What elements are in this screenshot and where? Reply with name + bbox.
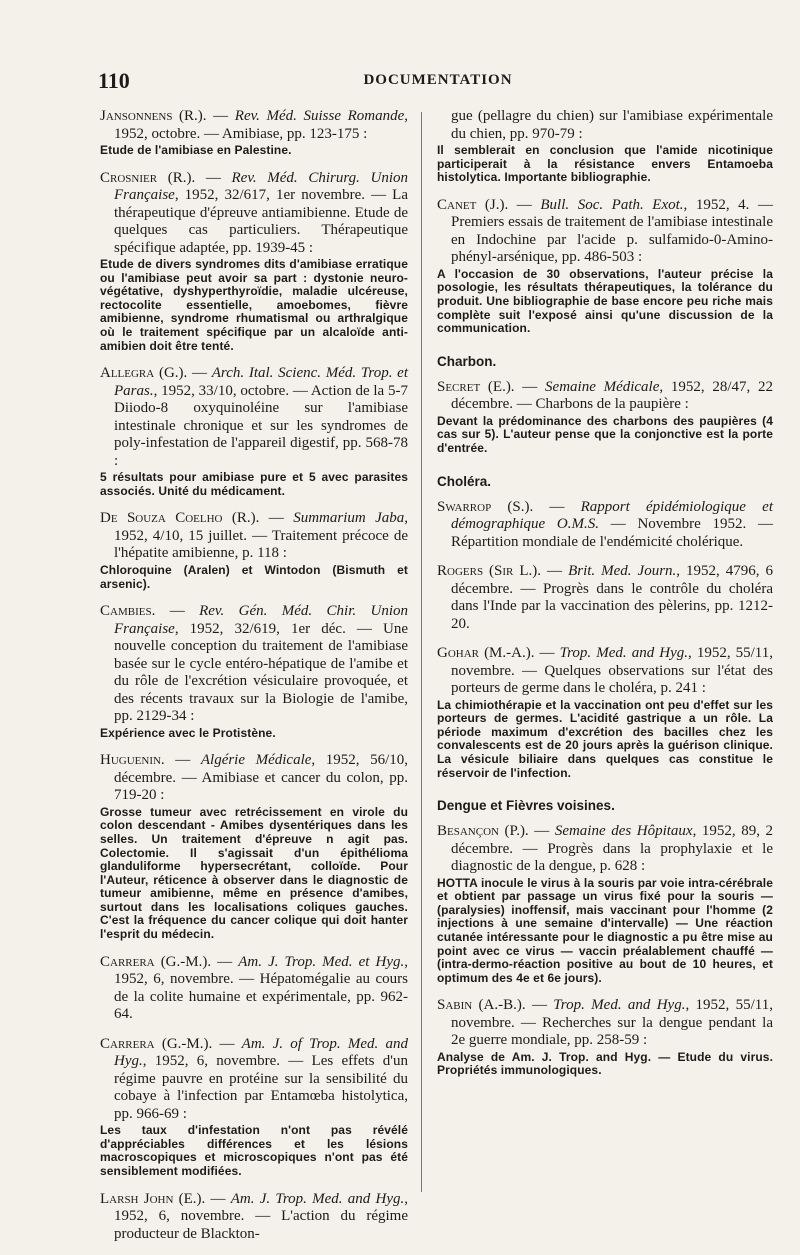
entry-journal: Rapport épidémiologique et démographique O.M.S. [451, 498, 773, 533]
entry-separator: — [211, 953, 239, 970]
entry-details: , 1952, octobre. — Amibiase, pp. 123-175 : [114, 108, 409, 142]
entry-abstract: Etude de divers syndromes dits d'amibiase erratique ou l'amibiase peut avoir sa part : dystonie neuro-végétative, dyshyperthyroïdie, maladie ulcéreuse, rectocolite essentielle, amoebomes, fièvre amibienne, syndrome rhumatismal ou arthralgique où le traitement spécifique par un alcaloïde anti-amibien doit être tenté. [100, 257, 408, 353]
entry-journal: Rev. Gén. Méd. Chir. Union Française [114, 603, 409, 637]
entry-details: , 1952, 4796, 6 décembre. — Progrès dans le contrôle du choléra dans l'Inde par la vaccination des pèlerins, pp. 1212-20. [451, 563, 774, 632]
entry-journal: Arch. Ital. Scienc. Méd. Trop. et Paras. [114, 365, 408, 399]
entry-citation [437, 379, 773, 414]
entry-citation: gue (pellagre du chien) sur l'amibiase expérimentale du chien, pp. 970-79 : [451, 108, 773, 142]
entry-journal: Algérie Médicale [200, 752, 312, 769]
entry-author: Cambies. [100, 603, 156, 620]
bibliography-entry [100, 510, 408, 591]
entry-author: Allegra (G.). [100, 365, 188, 382]
entry-journal: Am. J. Trop. Med. and Hyg. [230, 1190, 405, 1207]
entry-journal: Semaine des Hôpitaux [554, 823, 693, 840]
entry-details: , 1952, 55/11, novembre. — Recherches sur la dengue pendant la 2e guerre mondiale, pp. 258-59 : [451, 997, 773, 1049]
column-divider [421, 112, 422, 1192]
entry-author: Larsh John (E.). [100, 1190, 206, 1207]
entry-author: Jansonnens (R.). [100, 108, 207, 124]
entry-author: Canet (J.). [437, 196, 509, 213]
entry-abstract: Etude de l'amibiase en Palestine. [100, 143, 292, 157]
entry-abstract: Grosse tumeur avec retrécissement en virole du colon descendant - Amibes dysentériques dans les selles. Un traitement d'épreuve n agit pas. Colectomie. Il s'agissait d'un épithélioma glanduliforme hypersecrétant, colloïde. Pour l'Auteur, réticence à observer dans le diagnostic de tumeur amibienne, même en présence d'amibes, surtout dans les localisations coliques gauches. C'est la fréquence du cancer colique qui doit hanter l'esprit du médecin. [100, 804, 408, 942]
entry-details: , 1952, 4. — Premiers essais de traitement de l'amibiase intestinale en Indochine par l'acide p. sulfamido-0-Amino-phényl-arsénique, pp. 486-503 : [451, 196, 773, 266]
entry-separator: — [155, 603, 200, 620]
continued-entry [437, 108, 773, 185]
page-number: 110 [98, 68, 130, 93]
entry-journal: Brit. Med. Journ. [568, 563, 677, 580]
entry-citation [100, 1036, 408, 1124]
entry-separator: — [508, 196, 541, 213]
entry-author: Rogers (Sir L.). [437, 563, 542, 580]
entry-journal: Bull. Soc. Path. Exot. [540, 196, 684, 213]
entry-citation [100, 603, 408, 726]
bibliography-entry [437, 823, 773, 985]
entry-journal: Am. J. Trop. Med. et Hyg. [238, 953, 405, 970]
entry-citation [100, 954, 408, 1024]
entry-abstract: Il semblerait en conclusion que l'amide nicotinique participerait à la résistance envers Entamoeba histolytica. Importante bibliographie. [437, 143, 773, 185]
entry-citation [437, 997, 773, 1050]
entry-citation [100, 1191, 408, 1244]
entry-author: Swarrop (S.). [437, 498, 534, 515]
entry-author: Carrera (G.-M.). [100, 953, 212, 970]
entry-details: , 1952, 55/11, novembre. — Quelques observations sur l'état des porteurs de germe dans le choléra, p. 241 : [451, 645, 774, 697]
entry-separator: — [514, 378, 546, 395]
left-column [100, 108, 408, 1255]
entry-journal: Rev. Méd. Suisse Romande [234, 108, 405, 124]
entry-details: , 1952, 89, 2 décembre. — Progrès dans la prophylaxie et le diagnostic de la dengue, p. 628 : [451, 823, 774, 875]
entry-details: , 1952, 28/47, 22 décembre. — Charbons de la paupière : [451, 378, 774, 413]
entry-author: Sabin (A.-B.). [437, 997, 526, 1014]
entry-journal: Am. J. of Trop. Med. and Hyg. [114, 1035, 408, 1070]
entry-journal: Rev. Méd. Chirurg. Union Française [114, 169, 409, 204]
entry-journal: Trop. Med. and Hyg. [553, 997, 686, 1014]
entry-separator: — [541, 563, 569, 580]
entry-separator: — [259, 510, 294, 527]
entry-citation [100, 365, 408, 470]
entry-separator: — [534, 645, 560, 662]
entry-separator: — [525, 997, 554, 1014]
running-title: DOCUMENTATION [363, 72, 513, 88]
bibliography-entry [100, 170, 408, 354]
entry-abstract: HOTTA inocule le virus à la souris par voie intra-cérébrale et obtient par passage un virus fixé pour la souris — (paralysies) inoffensif, mais vaccinant pour l'homme (2 injections à une semaine d'intervalle) — Une réaction cutanée intéressante pour le diagnostic a pu être mise au point avec ce virus — vaccin préalablement chauffé — (intra-dermo-réaction positive au bout de 10 heures, et optimum des 4e et 6e jours). [437, 875, 773, 985]
entry-author: Besançon (P.). [437, 823, 529, 840]
entry-author: Crosnier (R.). [100, 169, 196, 186]
entry-separator: — [528, 823, 555, 840]
entry-abstract: Les taux d'infestation n'ont pas révélé d'appréciables différences et les lésions macroscopiques et microscopiques n'ont pas été sensiblement modifiées. [100, 1123, 408, 1178]
entry-details: , 1952, 56/10, décembre. — Amibiase et cancer du colon, pp. 719-20 : [114, 752, 408, 804]
bibliography-entry [437, 645, 773, 780]
entry-details: , 1952, 4/10, 15 juillet. — Traitement précoce de l'hépatite amibienne, p. 118 : [114, 510, 409, 562]
entry-separator: — [533, 498, 581, 515]
entry-separator: — [164, 752, 201, 769]
page-header [98, 68, 778, 98]
entry-abstract: Devant la prédominance des charbons des paupières (4 cas sur 5). L'auteur pense que la conjonctive est la porte d'entrée. [437, 413, 773, 455]
entry-citation [100, 752, 408, 805]
entry-citation [437, 563, 773, 633]
entry-abstract: Analyse de Am. J. Trop. and Hyg. — Etude du virus. Propriétés immunologiques. [437, 1049, 773, 1078]
bibliography-entry [437, 997, 773, 1078]
section-heading-cholera: Choléra. [437, 473, 492, 489]
entry-details: , 1952, 32/617, 1er novembre. — La thérapeutique d'épreuve antiamibienne. Etude de quelques cas particuliers. Thérapeutique spécifique adaptée, pp. 1939-45 : [114, 187, 408, 256]
bibliography-entry [100, 752, 408, 941]
section-heading-charbon: Charbon. [437, 353, 497, 369]
entry-abstract: 5 résultats pour amibiase pure et 5 avec parasites associés. Unité du médicament. [100, 470, 408, 498]
entry-details: , 1952, 6, novembre. — Hépatomégalie au cours de la colite humaine et expérimentale, pp. 962-64. [114, 953, 409, 1023]
entry-separator: — [205, 1190, 231, 1207]
entry-separator: — [206, 108, 235, 124]
entry-separator: — [212, 1035, 242, 1052]
entry-abstract: Expérience avec le Protistène. [100, 725, 276, 740]
entry-author: Gohar (M.-A.). [437, 645, 535, 662]
entry-separator: — [195, 169, 232, 186]
entry-details: , 1952, 33/10, octobre. — Action de la 5-7 Diiodo-8 oxyquinoléine sur l'amibiase intestinale chronique et sur les syndromes de poly-infestation de l'appareil digestif, pp. 568-78 : [114, 382, 408, 469]
bibliography-entry [437, 197, 773, 336]
bibliography-entry [437, 379, 773, 456]
entry-author: Carrera (G.-M.). [100, 1035, 213, 1052]
entry-citation [437, 499, 773, 552]
bibliography-entry [100, 108, 408, 158]
entry-journal: Summarium Jaba [293, 510, 405, 527]
entry-author: De Souza Coelho (R.). [100, 510, 260, 527]
entry-journal: Trop. Med. and Hyg. [559, 645, 689, 662]
right-column [437, 108, 773, 1090]
entry-separator: — [187, 365, 212, 382]
entry-details: — Novembre 1952. — Répartition mondiale de l'endémicité cholérique. [451, 516, 774, 550]
entry-abstract: Chloroquine (Aralen) et Wintodon (Bismuth et arsenic). [100, 562, 408, 591]
entry-citation [100, 510, 408, 563]
entry-author: Secret (E.). [437, 378, 515, 395]
entry-abstract: La chimiothérapie et la vaccination ont peu d'effet sur les porteurs de germes. L'acidité gastrique a un rôle. La période maximum d'excrétion des bacilles chez les convalescents est de 20 jours après la guérison clinique. La vésicule biliaire dans quelques cas constitue le réservoir de l'infection. [437, 697, 773, 780]
bibliography-entry [100, 365, 408, 498]
bibliography-entry [437, 563, 773, 633]
bibliography-entry [100, 1191, 408, 1244]
entry-citation [437, 645, 773, 698]
entry-abstract: A l'occasion de 30 observations, l'auteur précise la posologie, les résultats thérapeutiques, la tolérance du produit. Une bibliographie de base encore peu riche mais complète suit l'exposé ainsi qu'une discussion de la communication. [437, 266, 773, 336]
bibliography-entry [100, 603, 408, 740]
entry-citation [100, 108, 408, 143]
entry-details: , 1952, 6, novembre. — L'action du régime producteur de Blackton- [114, 1190, 409, 1242]
entry-citation [437, 823, 773, 876]
entry-details: , 1952, 32/619, 1er déc. — Une nouvelle conception du traitement de l'amibiase basée sur le cycle entéro-hépatique de l'amibe et du rôle de l'excrétion vésiculaire provoquée, et des récents travaux sur la Biologie de l'amibe, pp. 2129-34 : [114, 620, 408, 725]
bibliography-entry [100, 1036, 408, 1179]
bibliography-entry [100, 954, 408, 1024]
entry-details: , 1952, 6, novembre. — Les effets d'un régime pauvre en protéine sur la sensibilité du cobaye à l'infection par Entamœba histolytica, pp. 966-69 : [114, 1053, 408, 1122]
entry-journal: Semaine Médicale [545, 378, 660, 395]
entry-author: Huguenin. [100, 752, 165, 769]
section-heading-dengue: Dengue et Fièvres voisines. [437, 798, 615, 814]
bibliography-entry [437, 499, 773, 552]
entry-citation [100, 170, 408, 258]
entry-citation [437, 197, 773, 267]
